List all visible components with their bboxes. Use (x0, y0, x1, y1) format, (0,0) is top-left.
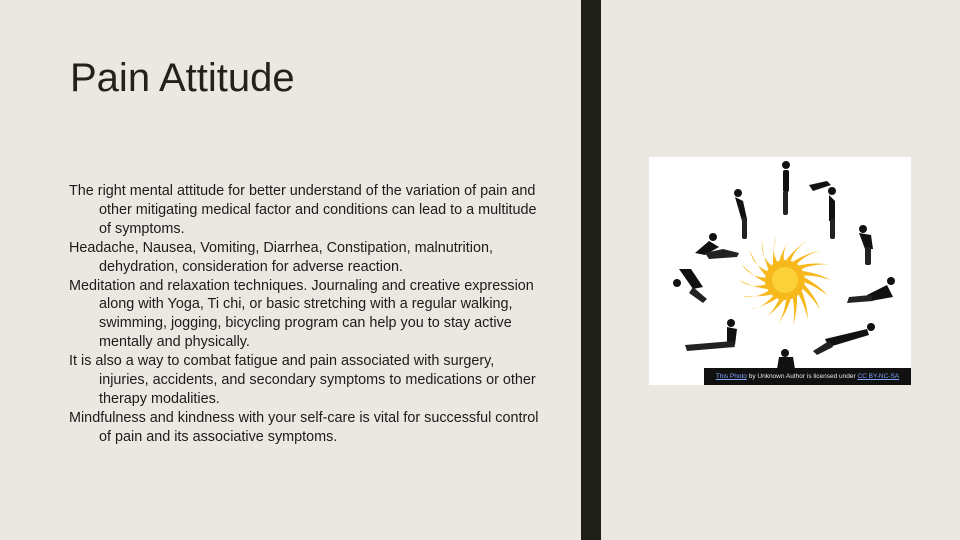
sun-ray (742, 264, 765, 282)
sun-center (772, 267, 798, 293)
sun-ray (786, 240, 808, 261)
sun-ray (750, 250, 767, 275)
yoga-figure-2 (734, 189, 747, 239)
yoga-image (649, 157, 911, 385)
yoga-figure-8 (685, 319, 737, 351)
sun-ray (793, 296, 797, 325)
yoga-figure-3 (809, 181, 836, 239)
yoga-figure-7 (847, 277, 895, 303)
sun-ray (762, 299, 784, 320)
yoga-figure-9 (813, 323, 875, 355)
yoga-figure-1 (782, 161, 790, 215)
sun-ray (739, 280, 767, 289)
body-paragraph-1: The right mental attitude for better understand of the variation of pain and other mitigating medical factor and conditions can lead to a multitude of symptoms. (69, 183, 537, 237)
sun-ray (750, 296, 777, 310)
sun-ray (799, 264, 829, 270)
caption-text: by Unknown Author is licensed under (746, 373, 858, 380)
slide-title: Pain Attitude (70, 56, 295, 100)
body-paragraph-3: Meditation and relaxation techniques. Journaling and creative expression along with Yoga, Ti chi, or basic stretching with a regular walking, swimming, jogging, bicycling program can help you to stay active mentally and physically. (69, 277, 534, 351)
caption-license-link[interactable]: CC BY-NC-SA (857, 373, 900, 380)
image-caption (704, 368, 911, 385)
yoga-figure-6 (673, 269, 707, 303)
sun-ray (803, 271, 831, 280)
sun-ray (742, 291, 772, 297)
yoga-figure-5 (859, 225, 873, 265)
body-paragraph-5: Mindfulness and kindness with your self-care is vital for successful control of pain and its associative symptoms. (69, 409, 539, 445)
caption-photo-link[interactable]: This Photo (715, 373, 747, 380)
body-paragraph-2: Headache, Nausea, Vomiting, Diarrhea, Constipation, malnutrition, dehydration, consideration for adverse reaction. (69, 239, 493, 275)
sun-ray (762, 240, 771, 269)
sun-ray (793, 250, 820, 264)
sun-ray (799, 291, 808, 320)
sun-ray (773, 235, 777, 264)
body-text (69, 182, 539, 447)
yoga-sun-salutation-icon (649, 157, 911, 385)
body-paragraph-4: It is also a way to combat fatigue and pain associated with surgery, injuries, accidents, and secondary symptoms to medications or other therapy modalities. (69, 353, 536, 407)
vertical-divider (581, 0, 601, 540)
yoga-figure-10 (777, 349, 795, 369)
yoga-figure-4 (695, 233, 739, 259)
